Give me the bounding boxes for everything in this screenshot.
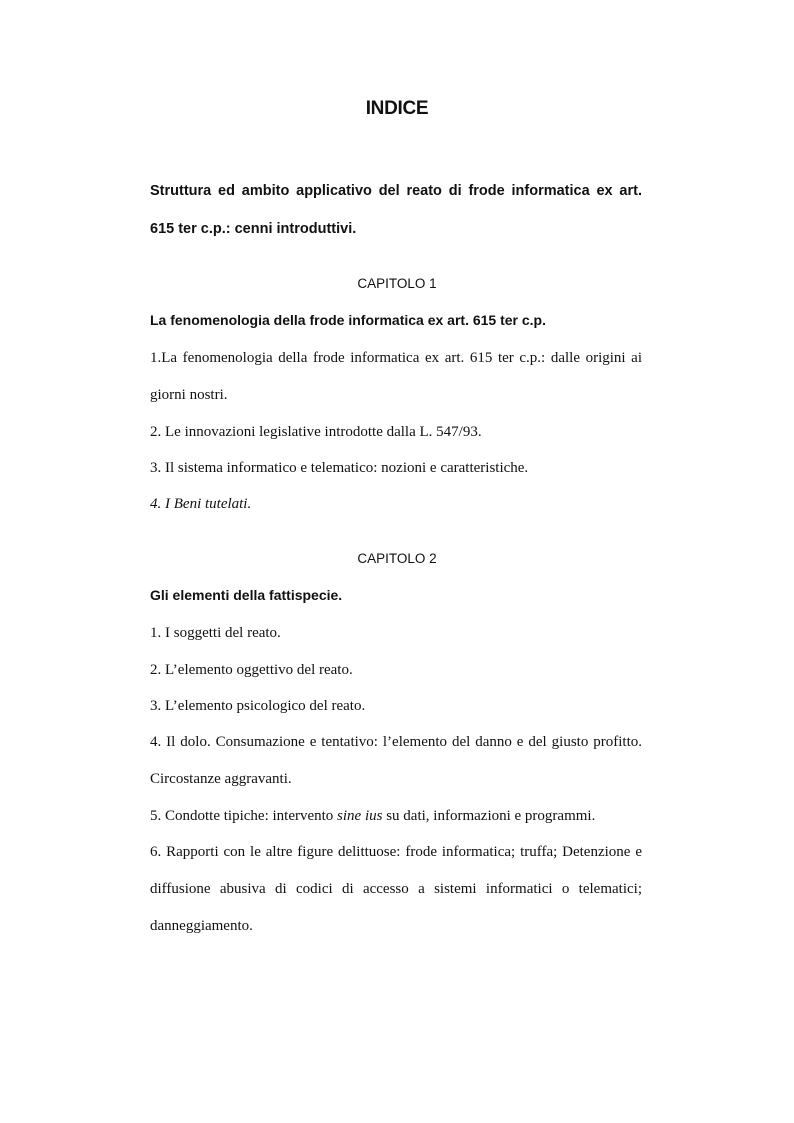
chapter-1-item-3: 3. Il sistema informatico e telematico: nozioni e caratteristiche.: [150, 460, 529, 476]
chapter-1-item-2: 2. Le innovazioni legislative introdotte dalla L. 547/93.: [150, 424, 482, 440]
chapter-2-item-6: 6. Rapporti con le altre figure delittuose: frode informatica; truffa; Detenzione e diffusione abusiva di codici di accesso a sistemi informatici o telematici; danneggiamento.: [150, 844, 642, 934]
chapter-2-item-5: [150, 806, 642, 826]
chapter-2-item-4: 4. Il dolo. Consumazione e tentativo: l’elemento del danno e del giusto profitto. Circostanze aggravanti.: [150, 734, 642, 787]
page-title: INDICE: [365, 98, 429, 119]
chapter-2-subtitle: Gli elementi della fattispecie.: [150, 587, 343, 603]
chapter-2-item-1: 1. I soggetti del reato.: [150, 625, 281, 641]
chapter-2-item-2: 2. L’elemento oggettivo del reato.: [150, 662, 353, 678]
chapter-1-item-1: 1.La fenomenologia della frode informatica ex art. 615 ter c.p.: dalle origini ai giorni nostri.: [150, 350, 642, 403]
chapter-1-item-4: 4. I Beni tutelati.: [150, 496, 252, 512]
chapter-1-subtitle: La fenomenologia della frode informatica ex art. 615 ter c.p.: [150, 312, 546, 328]
chapter-2-item-3: 3. L’elemento psicologico del reato.: [150, 698, 366, 714]
item-5-text-before: 5. Condotte tipiche: intervento: [150, 808, 338, 824]
intro-heading: Struttura ed ambito applicativo del reato di frode informatica ex art. 615 ter c.p.: cenni introduttivi.: [150, 183, 642, 237]
chapter-2-heading: CAPITOLO 2: [357, 551, 437, 566]
item-5-italic-term: sine ius: [337, 808, 383, 824]
item-5-text-after: su dati, informazioni e programmi.: [382, 808, 596, 824]
chapter-1-heading: CAPITOLO 1: [357, 276, 437, 291]
